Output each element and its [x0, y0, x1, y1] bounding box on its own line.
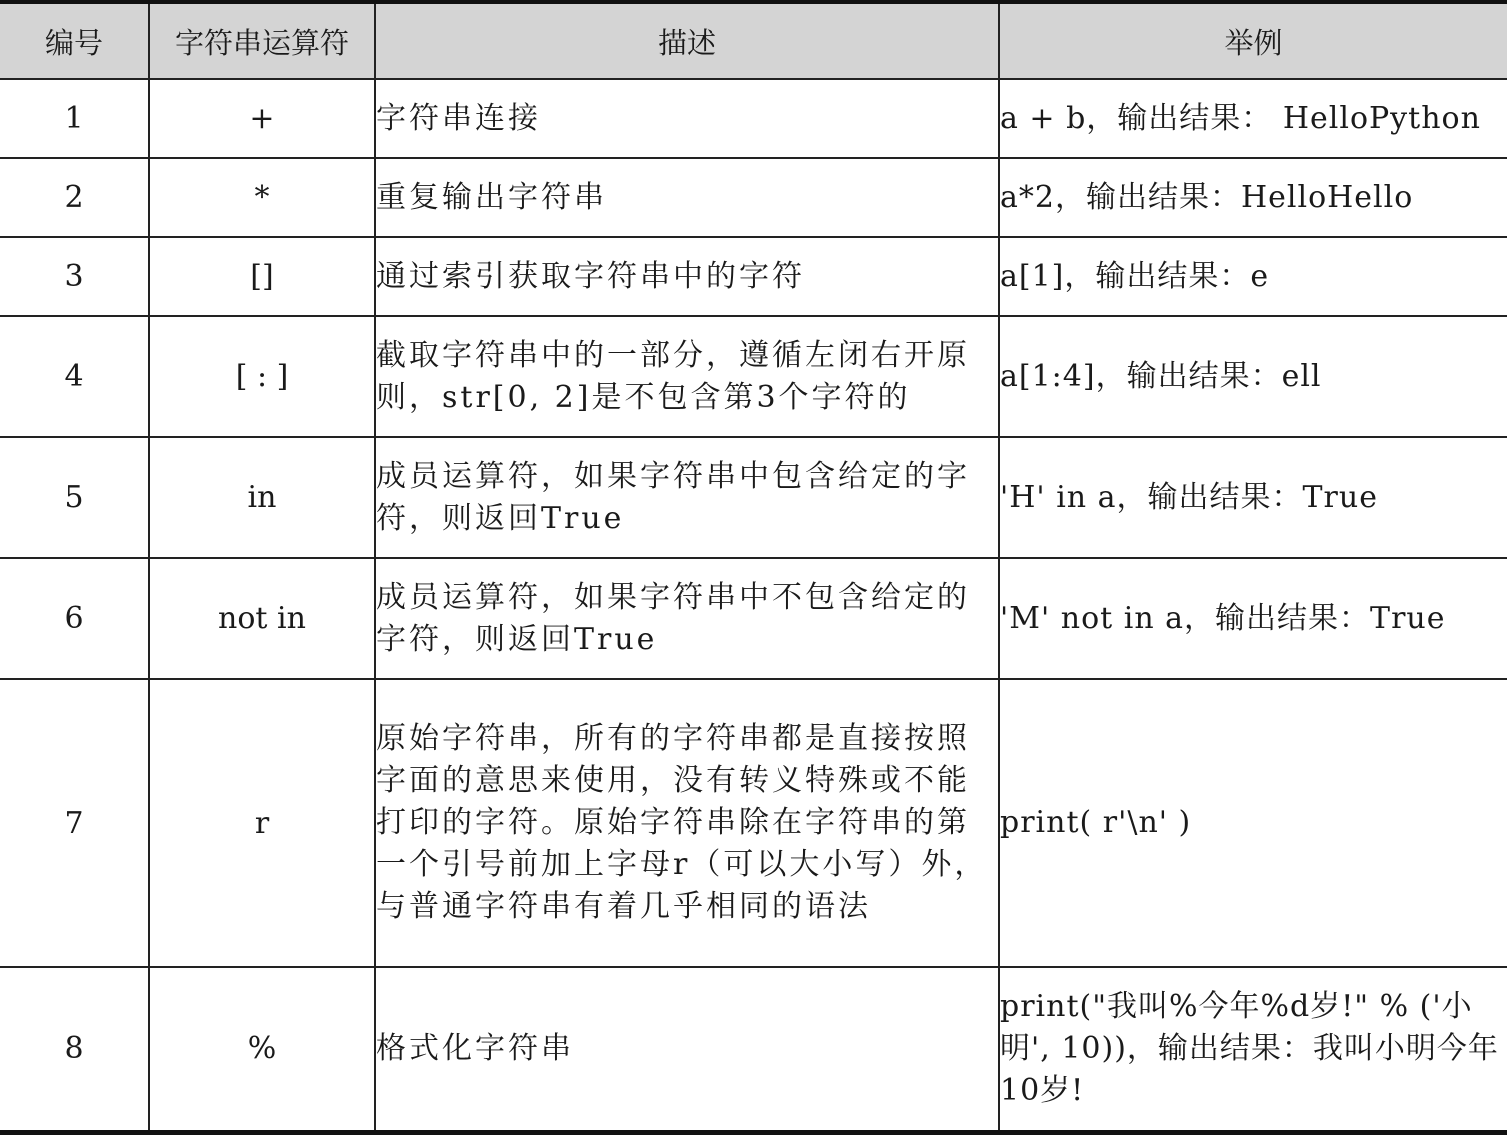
row-operator: +: [149, 79, 375, 158]
row-description: 重复输出字符串: [375, 158, 999, 237]
row-example: print("我叫%今年%d岁!" % ('小明', 10))，输出结果：我叫小明今年10岁!: [999, 967, 1507, 1132]
table-row: [0, 679, 1507, 967]
table-row: [0, 967, 1507, 1132]
row-description: 成员运算符，如果字符串中不包含给定的字符，则返回True: [375, 558, 999, 679]
row-description: 通过索引获取字符串中的字符: [375, 237, 999, 316]
row-example: 'M' not in a，输出结果：True: [999, 558, 1507, 679]
row-description: 格式化字符串: [375, 967, 999, 1132]
table-row: [0, 79, 1507, 158]
row-operator: *: [149, 158, 375, 237]
row-operator: in: [149, 437, 375, 558]
row-number: 7: [0, 679, 149, 967]
row-example: 'H' in a，输出结果：True: [999, 437, 1507, 558]
row-number: 5: [0, 437, 149, 558]
header-example: 举例: [999, 2, 1507, 79]
row-description: 字符串连接: [375, 79, 999, 158]
row-number: 2: [0, 158, 149, 237]
row-operator: [ : ]: [149, 316, 375, 437]
row-description: 原始字符串，所有的字符串都是直接按照字面的意思来使用，没有转义特殊或不能打印的字符。原始字符串除在字符串的第一个引号前加上字母r（可以大小写）外，与普通字符串有着几乎相同的语法: [375, 679, 999, 967]
row-number: 4: [0, 316, 149, 437]
row-description: 成员运算符，如果字符串中包含给定的字符，则返回True: [375, 437, 999, 558]
row-example: a[1]，输出结果：e: [999, 237, 1507, 316]
table-row: [0, 316, 1507, 437]
row-example: a + b，输出结果： HelloPython: [999, 79, 1507, 158]
row-example: a*2，输出结果：HelloHello: [999, 158, 1507, 237]
row-number: 1: [0, 79, 149, 158]
row-operator: %: [149, 967, 375, 1132]
row-operator: r: [149, 679, 375, 967]
header-operator: 字符串运算符: [149, 2, 375, 79]
header-number: 编号: [0, 2, 149, 79]
row-operator: []: [149, 237, 375, 316]
table-row: [0, 158, 1507, 237]
table-row: [0, 558, 1507, 679]
header-description: 描述: [375, 2, 999, 79]
row-example: print( r'\n' ): [999, 679, 1507, 967]
table-row: [0, 437, 1507, 558]
row-example: a[1:4]，输出结果：ell: [999, 316, 1507, 437]
row-number: 6: [0, 558, 149, 679]
row-number: 8: [0, 967, 149, 1132]
table-row: [0, 237, 1507, 316]
row-description: 截取字符串中的一部分，遵循左闭右开原则，str[0, 2]是不包含第3个字符的: [375, 316, 999, 437]
row-number: 3: [0, 237, 149, 316]
header-row: [0, 2, 1507, 79]
row-operator: not in: [149, 558, 375, 679]
